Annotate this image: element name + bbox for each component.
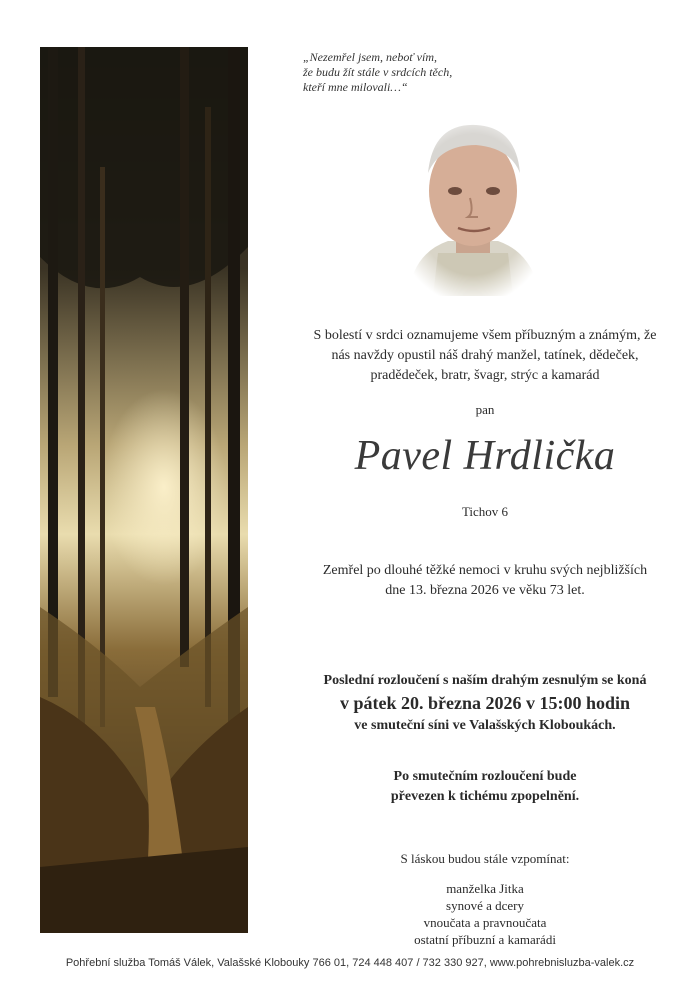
address: Tichov 6: [461, 504, 509, 519]
announcement-text: [290, 326, 680, 386]
quote-line: „Nezemřel jsem, neboť vím,: [303, 50, 438, 64]
mourner-item: synové a dcery: [446, 898, 524, 913]
cremation-line: Po smutečním rozloučení bude: [393, 769, 577, 784]
funeral-service-footer: Pohřební služba Tomáš Válek, Valašské Klobouky 766 01, 724 448 407 / 732 330 927, www.pohrebnisluzba-valek.cz: [65, 957, 635, 969]
death-line: Zemřel po dlouhé těžké nemoci v kruhu svých nejbližších: [322, 563, 648, 578]
death-info: [290, 561, 680, 601]
ceremony-line: Poslední rozloučení s naším drahým zesnulým se koná: [323, 673, 647, 688]
ceremony-place: ve smuteční síni ve Valašských Kloboukách.: [354, 718, 616, 733]
death-line: dne 13. března 2026 ve věku 73 let.: [385, 583, 585, 598]
salutation: pan: [475, 402, 495, 417]
quote-line: že budu žít stále v srdcích těch,: [303, 65, 453, 79]
ceremony-info: [290, 670, 680, 736]
quote: [303, 50, 543, 95]
announcement-line: pradědeček, bratr, švagr, strýc a kamarád: [370, 368, 600, 383]
announcement-line: nás navždy opustil náš drahý manžel, tatínek, dědeček,: [331, 348, 639, 363]
mourner-item: ostatní příbuzní a kamarádi: [414, 932, 556, 947]
cremation-line: převezen k tichému zpopelnění.: [390, 789, 580, 804]
forest-photo: [40, 47, 248, 933]
portrait-photo: [398, 113, 548, 296]
cremation-info: [290, 767, 680, 807]
deceased-name: Pavel Hrdlička: [354, 433, 616, 479]
mourners-list: [290, 880, 680, 948]
announcement-line: S bolestí v srdci oznamujeme všem příbuzným a známým, že: [313, 328, 657, 343]
ceremony-date: v pátek 20. března 2026 v 15:00 hodin: [339, 693, 631, 713]
quote-line: kteří mne milovali…“: [303, 80, 408, 94]
mourner-item: vnoučata a pravnoučata: [423, 915, 547, 930]
mourner-item: manželka Jitka: [446, 881, 524, 896]
mourners-heading: S láskou budou stále vzpomínat:: [400, 851, 570, 866]
